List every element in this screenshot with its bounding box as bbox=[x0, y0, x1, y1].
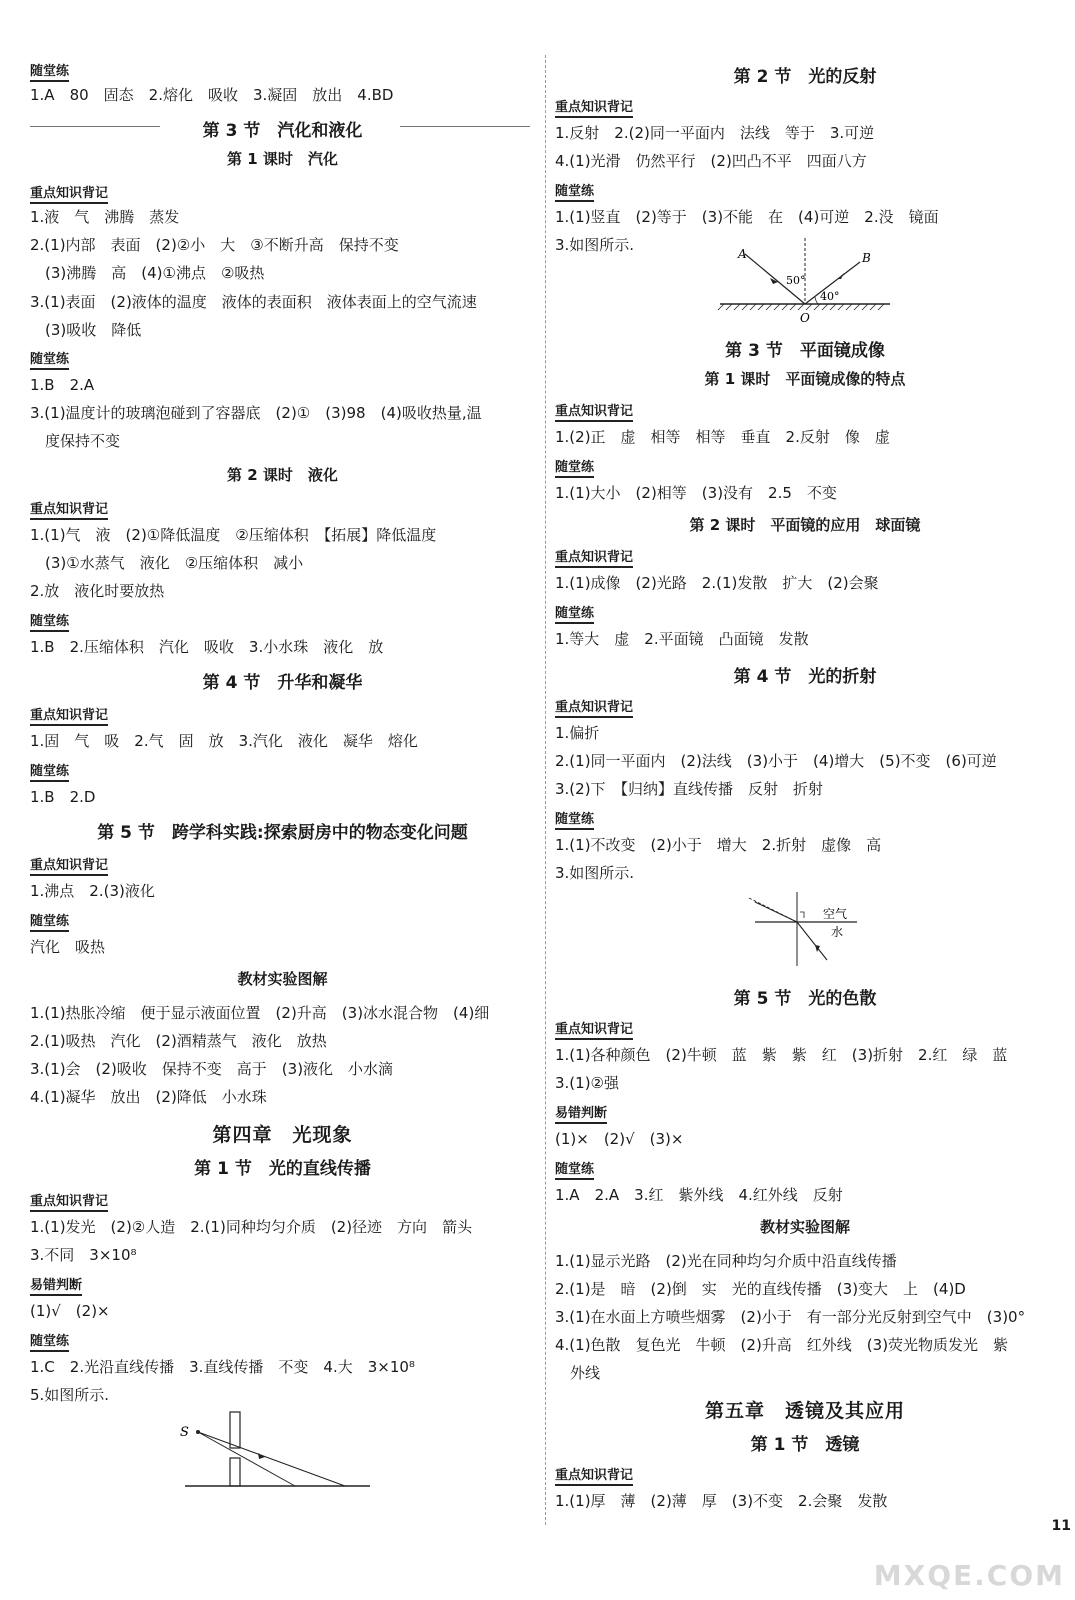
answer-line: 1.偏折 bbox=[555, 724, 600, 742]
figure-label-s: S bbox=[180, 1425, 189, 1440]
answer-line: 5.如图所示. bbox=[30, 1386, 110, 1404]
answer-line: 3.(1)②强 bbox=[555, 1074, 620, 1092]
answer-line: 1.A 80 固态 2.熔化 吸收 3.凝固 放出 4.BD bbox=[30, 86, 394, 104]
figure-label-water: 水 bbox=[831, 925, 844, 939]
label-practice: 随堂练 bbox=[30, 610, 69, 632]
label-practice: 随堂练 bbox=[555, 456, 594, 478]
answer-line: 1.B 2.压缩体积 汽化 吸收 3.小水珠 液化 放 bbox=[30, 638, 384, 656]
answer-line: 3.不同 3×10⁸ bbox=[30, 1246, 137, 1264]
answer-line: 1.(1)竖直 (2)等于 (3)不能 在 (4)可逆 2.没 镜面 bbox=[555, 208, 939, 226]
answer-line: (3)沸腾 高 (4)①沸点 ②吸热 bbox=[30, 264, 265, 282]
label-practice: 随堂练 bbox=[555, 602, 594, 624]
label-key-points: 重点知识背记 bbox=[30, 704, 108, 726]
section-title: 第 4 节 升华和凝华 bbox=[202, 673, 363, 693]
answer-line: 1.(1)厚 薄 (2)薄 厚 (3)不变 2.会聚 发散 bbox=[555, 1492, 888, 1510]
answer-line: 4.(1)色散 复色光 牛顿 (2)升高 红外线 (3)荧光物质发光 紫 bbox=[555, 1336, 1009, 1354]
label-practice: 随堂练 bbox=[30, 1330, 69, 1352]
answer-line: 3.(1)温度计的玻璃泡碰到了容器底 (2)① (3)98 (4)吸收热量,温 bbox=[30, 404, 482, 422]
section-title: 第 3 节 平面镜成像 bbox=[725, 341, 885, 361]
label-practice: 随堂练 bbox=[30, 348, 69, 370]
answer-line: 1.(1)成像 (2)光路 2.(1)发散 扩大 (2)会聚 bbox=[555, 574, 879, 592]
answer-line: 4.(1)光滑 仍然平行 (2)凹凸不平 四面八方 bbox=[555, 152, 867, 170]
label-practice: 随堂练 bbox=[555, 808, 594, 830]
section-title: 第 5 节 光的色散 bbox=[733, 989, 877, 1009]
answer-line: (1)√ (2)× bbox=[30, 1302, 110, 1320]
answer-line: 1.液 气 沸腾 蒸发 bbox=[30, 208, 180, 226]
section-title: 第 4 节 光的折射 bbox=[733, 667, 877, 687]
section-title: 第 5 节 跨学科实践:探索厨房中的物态变化问题 bbox=[97, 823, 468, 843]
lesson-title: 第 1 课时 平面镜成像的特点 bbox=[704, 370, 906, 388]
answer-line: (1)× (2)√ (3)× bbox=[555, 1130, 684, 1148]
answer-line: 1.(1)热胀冷缩 便于显示液面位置 (2)升高 (3)冰水混合物 (4)细 bbox=[30, 1004, 490, 1022]
section-title: 第 2 节 光的反射 bbox=[733, 67, 877, 87]
answer-line: 3.如图所示. bbox=[555, 864, 635, 882]
figure-reflection bbox=[710, 236, 900, 326]
answer-line: 1.B 2.D bbox=[30, 788, 96, 806]
answer-line: 汽化 吸热 bbox=[30, 938, 106, 956]
label-key-points: 重点知识背记 bbox=[30, 1190, 108, 1212]
section-title: 教材实验图解 bbox=[237, 970, 328, 988]
answer-line: 1.(1)发光 (2)②人造 2.(1)同种均匀介质 (2)径迹 方向 箭头 bbox=[30, 1218, 473, 1236]
figure-angle-50: 50° bbox=[786, 274, 806, 287]
answer-line: 1.(1)不改变 (2)小于 增大 2.折射 虚像 高 bbox=[555, 836, 882, 854]
answer-line: 1.(1)大小 (2)相等 (3)没有 2.5 不变 bbox=[555, 484, 837, 502]
label-key-points: 重点知识背记 bbox=[30, 182, 108, 204]
answer-line: 4.(1)凝华 放出 (2)降低 小水珠 bbox=[30, 1088, 267, 1106]
figure-angle-40: 40° bbox=[820, 290, 840, 303]
figure-label-o: O bbox=[800, 311, 810, 325]
label-practice: 随堂练 bbox=[30, 60, 69, 82]
answer-line: 1.等大 虚 2.平面镜 凸面镜 发散 bbox=[555, 630, 809, 648]
answer-line: 2.(1)是 暗 (2)倒 实 光的直线传播 (3)变大 上 (4)D bbox=[555, 1280, 966, 1298]
label-key-points: 重点知识背记 bbox=[555, 1464, 633, 1486]
answer-line: 2.(1)内部 表面 (2)②小 大 ③不断升高 保持不变 bbox=[30, 236, 399, 254]
answer-line: 1.B 2.A bbox=[30, 376, 95, 394]
answer-line: 3.(2)下 【归纳】直线传播 反射 折射 bbox=[555, 780, 824, 798]
label-practice: 随堂练 bbox=[555, 1158, 594, 1180]
answer-line: 度保持不变 bbox=[30, 432, 121, 450]
answer-line: 1.(1)显示光路 (2)光在同种均匀介质中沿直线传播 bbox=[555, 1252, 897, 1270]
section-title: 第 1 节 透镜 bbox=[750, 1435, 860, 1455]
answer-line: 2.(1)同一平面内 (2)法线 (3)小于 (4)增大 (5)不变 (6)可逆 bbox=[555, 752, 997, 770]
answer-line: 3.如图所示. bbox=[555, 236, 635, 254]
answer-line: 2.放 液化时要放热 bbox=[30, 582, 165, 600]
page-number: 11 bbox=[1051, 1518, 1071, 1534]
answer-line: 1.沸点 2.(3)液化 bbox=[30, 882, 155, 900]
figure-label-b: B bbox=[862, 251, 871, 265]
watermark: MXQE.COM bbox=[873, 1559, 1065, 1592]
figure-label-a: A bbox=[738, 247, 747, 261]
section-title: 第 1 节 光的直线传播 bbox=[194, 1159, 371, 1179]
label-error-check: 易错判断 bbox=[555, 1102, 607, 1124]
label-key-points: 重点知识背记 bbox=[555, 696, 633, 718]
answer-line: 3.(1)会 (2)吸收 保持不变 高于 (3)液化 小水滴 bbox=[30, 1060, 394, 1078]
label-practice: 随堂练 bbox=[30, 760, 69, 782]
answer-line: 1.反射 2.(2)同一平面内 法线 等于 3.可逆 bbox=[555, 124, 875, 142]
answer-line: 1.固 气 吸 2.气 固 放 3.汽化 液化 凝华 熔化 bbox=[30, 732, 418, 750]
label-key-points: 重点知识背记 bbox=[555, 96, 633, 118]
answer-line: 1.(1)气 液 (2)①降低温度 ②压缩体积 【拓展】降低温度 bbox=[30, 526, 437, 544]
label-key-points: 重点知识背记 bbox=[30, 854, 108, 876]
lesson-title: 第 2 课时 平面镜的应用 球面镜 bbox=[689, 516, 921, 534]
label-error-check: 易错判断 bbox=[30, 1274, 82, 1296]
answer-line: 1.C 2.光沿直线传播 3.直线传播 不变 4.大 3×10⁸ bbox=[30, 1358, 415, 1376]
label-key-points: 重点知识背记 bbox=[555, 400, 633, 422]
answer-line: (3)吸收 降低 bbox=[30, 321, 142, 339]
answer-line: 1.(2)正 虚 相等 相等 垂直 2.反射 像 虚 bbox=[555, 428, 890, 446]
chapter-title: 第四章 光现象 bbox=[212, 1124, 353, 1146]
figure-refraction bbox=[745, 890, 865, 970]
answer-line: 2.(1)吸热 汽化 (2)酒精蒸气 液化 放热 bbox=[30, 1032, 327, 1050]
label-key-points: 重点知识背记 bbox=[30, 498, 108, 520]
chapter-title: 第五章 透镜及其应用 bbox=[704, 1400, 905, 1422]
figure-straight-line-propagation bbox=[170, 1410, 390, 1490]
lesson-title: 第 2 课时 液化 bbox=[227, 466, 338, 484]
answer-line: (3)①水蒸气 液化 ②压缩体积 减小 bbox=[30, 554, 304, 572]
section-title: 第 3 节 汽化和液化 bbox=[202, 121, 363, 141]
section-title: 教材实验图解 bbox=[759, 1218, 850, 1236]
label-practice: 随堂练 bbox=[555, 180, 594, 202]
label-key-points: 重点知识背记 bbox=[555, 546, 633, 568]
label-practice: 随堂练 bbox=[30, 910, 69, 932]
lesson-title: 第 1 课时 汽化 bbox=[227, 150, 338, 168]
answer-line: 1.A 2.A 3.红 紫外线 4.红外线 反射 bbox=[555, 1186, 843, 1204]
answer-line: 1.(1)各种颜色 (2)牛顿 蓝 紫 紫 红 (3)折射 2.红 绿 蓝 bbox=[555, 1046, 1008, 1064]
answer-line: 3.(1)在水面上方喷些烟雾 (2)小于 有一部分光反射到空气中 (3)0° bbox=[555, 1308, 1026, 1326]
answer-line: 外线 bbox=[555, 1364, 601, 1382]
label-key-points: 重点知识背记 bbox=[555, 1018, 633, 1040]
figure-label-air: 空气 bbox=[823, 907, 848, 921]
column-divider bbox=[545, 55, 546, 1525]
answer-line: 3.(1)表面 (2)液体的温度 液体的表面积 液体表面上的空气流速 bbox=[30, 293, 477, 311]
